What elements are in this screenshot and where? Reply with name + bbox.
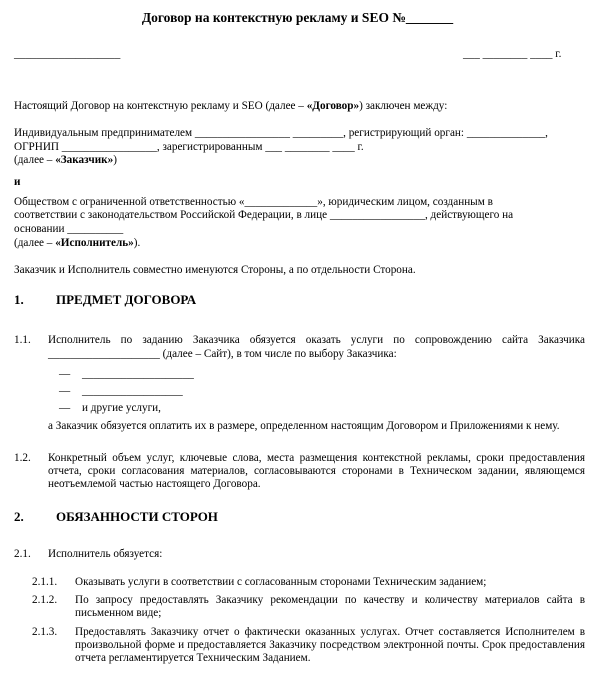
bullet-2-dash: — <box>59 385 71 397</box>
bullet-3-dash: — <box>59 402 71 414</box>
intro-paragraph <box>14 100 447 113</box>
item-2-1-2-text: По запросу предоставлять Заказчику рекомендации по качеству и количеству материалов сайта в письменном виде; <box>75 594 585 619</box>
customer-suffix: ) <box>113 154 117 166</box>
executor-line-2: соответствии с законодательством Российской Федерации, в лице _________________, действующего на <box>14 209 514 221</box>
p1-1-number: 1.1. <box>14 334 31 346</box>
customer-line-1: Индивидуальным предпринимателем _________________ _________, регистрирующий орган: ______________, <box>14 127 548 139</box>
date-line: ___ ________ ____ г. <box>463 48 562 60</box>
item-2-1-1-number: 2.1.1. <box>32 576 58 588</box>
executor-prefix: (далее – <box>14 237 56 249</box>
section1-heading: ПРЕДМЕТ ДОГОВОРА <box>56 292 197 307</box>
executor-suffix: ). <box>133 237 141 249</box>
p1-2-number: 1.2. <box>14 452 31 464</box>
executor-line-1: Обществом с ограниченной ответственностью «_____________», юридическим лицом, созданным в <box>14 196 493 208</box>
executor-line-3: основании __________ <box>14 223 124 235</box>
section2-number: 2. <box>14 509 24 524</box>
p1-2-text: Конкретный объем услуг, ключевые слова, места размещения контекстной рекламы, сроки предоставления отчета, сроки согласования материалов, согласовываются сторонами в Техническом задании, являющемся неотъемлемой частью настоящего Договора. <box>48 452 585 490</box>
item-2-1-3-text: Предоставлять Заказчику отчет о фактически оказанных услугах. Отчет составляется Исполнителем в произвольной форме и предоставляется Заказчику посредством электронной почты. Срок предоставления отчета регламентируется Техническим Заданием. <box>75 626 585 664</box>
p2-1-number: 2.1. <box>14 548 31 560</box>
place-blank: ___________________ <box>14 48 121 60</box>
bullet-2-text: __________________ <box>82 385 183 397</box>
document-title: Договор на контекстную рекламу и SEO №_______ <box>141 10 454 25</box>
item-2-1-1-text: Оказывать услуги в соответствии с согласованным сторонами Техническим заданием; <box>75 576 487 588</box>
section2-heading: ОБЯЗАННОСТИ СТОРОН <box>56 509 218 524</box>
section1-number: 1. <box>14 292 24 307</box>
p2-1-text: Исполнитель обязуется: <box>48 548 163 560</box>
customer-line-2: ОГРНИП _________________, зарегистрированным ___ ________ ____ г. <box>14 141 364 153</box>
p1-1-line-1: Исполнитель по заданию Заказчика обязуется оказать услуги по сопровождению сайта Заказчика <box>48 334 585 346</box>
bullet-3-text: и другие услуги, <box>82 402 161 414</box>
bullet-1-text: ____________________ <box>82 368 194 380</box>
executor-bold: «Исполнитель» <box>55 237 134 249</box>
p1-1-tail: а Заказчик обязуется оплатить их в размере, определенном настоящим Договором и Приложениями к нему. <box>48 420 560 432</box>
executor-line-4 <box>14 237 140 250</box>
and-word: и <box>14 176 21 188</box>
intro-prefix: Настоящий Договор на контекстную рекламу и SEO (далее – <box>14 100 307 112</box>
item-2-1-2-number: 2.1.2. <box>32 594 58 606</box>
item-2-1-3-number: 2.1.3. <box>32 626 58 638</box>
intro-suffix: ) заключен между: <box>359 100 448 112</box>
parties-note: Заказчик и Исполнитель совместно именуются Стороны, а по отдельности Сторона. <box>14 264 416 276</box>
intro-bold: «Договор» <box>306 100 360 112</box>
customer-line-3 <box>14 154 117 167</box>
bullet-1-dash: — <box>59 368 71 380</box>
customer-bold: «Заказчик» <box>55 154 114 166</box>
p1-1-line-2: ____________________ (далее – Сайт), в том числе по выбору Заказчика: <box>48 348 397 360</box>
customer-prefix: (далее – <box>14 154 56 166</box>
